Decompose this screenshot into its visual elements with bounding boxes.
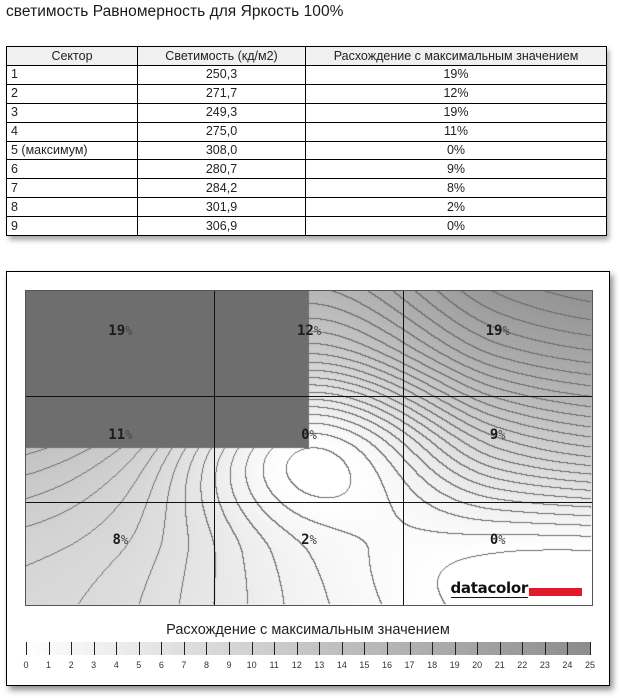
sector-label xyxy=(301,427,317,443)
percent-sign: % xyxy=(309,428,317,443)
grid-line-horizontal xyxy=(26,396,592,397)
colorbar-tick xyxy=(26,642,27,655)
colorbar-tick-label: 22 xyxy=(517,660,528,670)
colorbar-tick xyxy=(364,642,365,655)
colorbar-tick xyxy=(274,642,275,655)
colorbar-tick-label: 24 xyxy=(562,660,573,670)
colorbar-title: Расхождение с максимальным значением xyxy=(166,622,450,638)
sector-value: 9 xyxy=(489,427,499,444)
cell-luminance: 275,0 xyxy=(138,122,306,141)
percent-sign: % xyxy=(125,428,133,443)
page-title: светимость Равномерность для Яркость 100% xyxy=(6,3,344,20)
colorbar-tick-label: 25 xyxy=(584,660,596,670)
sector-value: 11 xyxy=(108,427,126,444)
datacolor-logo xyxy=(451,581,583,598)
colorbar-tick xyxy=(477,642,478,655)
colorbar-tick-label: 14 xyxy=(336,660,347,670)
table-row xyxy=(7,84,607,103)
table-row xyxy=(7,122,607,141)
cell-luminance: 301,9 xyxy=(138,198,306,217)
colorbar-tick-label: 9 xyxy=(226,660,232,670)
brand-name: datacolor xyxy=(450,579,528,597)
colorbar xyxy=(23,642,596,672)
colorbar-tick-label: 20 xyxy=(472,660,483,670)
colorbar-tick xyxy=(116,642,117,655)
sector-value: 0 xyxy=(301,427,310,444)
colorbar-gradient xyxy=(25,642,591,655)
colorbar-tick xyxy=(432,642,433,655)
sector-value: 2 xyxy=(301,532,310,549)
percent-sign: % xyxy=(313,323,322,338)
sector-label xyxy=(486,323,510,339)
percent-sign: % xyxy=(309,533,317,548)
colorbar-tick xyxy=(252,642,253,655)
colorbar-tick xyxy=(297,642,298,655)
sector-label xyxy=(108,323,132,339)
colorbar-tick-label: 15 xyxy=(359,660,370,670)
colorbar-tick xyxy=(567,642,568,655)
colorbar-tick-label: 1 xyxy=(46,660,52,670)
cell-sector: 8 xyxy=(7,198,138,217)
colorbar-tick-label: 23 xyxy=(539,660,550,670)
cell-sector: 3 xyxy=(7,103,138,122)
colorbar-tick xyxy=(387,642,388,655)
header-deviation: Расхождение с максимальным значением xyxy=(306,47,607,66)
cell-sector: 9 xyxy=(7,217,138,236)
cell-deviation: 19% xyxy=(306,66,607,85)
colorbar-tick-label: 10 xyxy=(246,660,257,670)
cell-luminance: 250,3 xyxy=(138,66,306,85)
colorbar-tick xyxy=(161,642,162,655)
grid-line-vertical xyxy=(214,291,215,605)
colorbar-tick-label: 7 xyxy=(181,660,187,670)
cell-deviation: 9% xyxy=(306,160,607,179)
sector-value: 12 xyxy=(296,322,314,339)
cell-luminance: 306,9 xyxy=(138,217,306,236)
colorbar-tick-label: 17 xyxy=(404,660,415,670)
sector-label xyxy=(112,532,128,548)
colorbar-tick xyxy=(139,642,140,655)
cell-luminance: 271,7 xyxy=(138,84,306,103)
colorbar-tick xyxy=(455,642,456,655)
table-row xyxy=(7,141,607,160)
header-luminance: Светимость (кд/м2) xyxy=(138,47,306,66)
percent-sign: % xyxy=(125,323,133,338)
colorbar-tick-label: 11 xyxy=(269,660,279,670)
colorbar-tick-label: 2 xyxy=(68,660,74,670)
sector-label xyxy=(108,427,132,443)
colorbar-tick xyxy=(184,642,185,655)
cell-sector: 7 xyxy=(7,179,138,198)
sector-label xyxy=(297,323,321,339)
cell-sector: 4 xyxy=(7,122,138,141)
colorbar-tick-label: 16 xyxy=(381,660,392,670)
sector-value: 19 xyxy=(485,322,503,339)
colorbar-tick xyxy=(229,642,230,655)
cell-deviation: 19% xyxy=(306,103,607,122)
sector-label xyxy=(490,427,506,443)
table-row xyxy=(7,198,607,217)
brand-red-bar xyxy=(529,588,582,596)
cell-deviation: 12% xyxy=(306,84,607,103)
cell-luminance: 308,0 xyxy=(138,141,306,160)
colorbar-tick-label: 0 xyxy=(23,660,29,670)
sector-label xyxy=(301,532,317,548)
colorbar-tick-label: 21 xyxy=(494,660,505,670)
colorbar-tick-label: 5 xyxy=(136,660,142,670)
colorbar-tick xyxy=(319,642,320,655)
sector-value: 8 xyxy=(112,532,121,549)
colorbar-tick xyxy=(500,642,501,655)
colorbar-tick xyxy=(71,642,72,655)
cell-sector: 1 xyxy=(7,66,138,85)
colorbar-tick xyxy=(342,642,343,655)
percent-sign: % xyxy=(502,323,510,338)
colorbar-tick xyxy=(410,642,411,655)
grid-line-horizontal xyxy=(26,502,592,503)
colorbar-tick xyxy=(49,642,50,655)
cell-sector: 6 xyxy=(7,160,138,179)
colorbar-tick xyxy=(590,642,591,655)
colorbar-tick-label: 6 xyxy=(158,660,164,670)
table-row xyxy=(7,179,607,198)
table-row xyxy=(7,217,607,236)
table-row xyxy=(7,66,607,85)
colorbar-tick-label: 3 xyxy=(91,660,97,670)
header-sector: Сектор xyxy=(7,47,138,66)
cell-deviation: 2% xyxy=(306,198,607,217)
luminance-table xyxy=(6,46,607,236)
sector-label xyxy=(490,532,506,548)
colorbar-tick xyxy=(522,642,523,655)
colorbar-tick-label: 8 xyxy=(203,660,209,670)
colorbar-tick-label: 4 xyxy=(113,660,119,670)
luminance-table-container xyxy=(6,46,606,236)
percent-sign: % xyxy=(498,533,506,548)
cell-luminance: 284,2 xyxy=(138,179,306,198)
table-header-row xyxy=(7,47,607,66)
cell-luminance: 280,7 xyxy=(138,160,306,179)
colorbar-tick-label: 13 xyxy=(314,660,325,670)
table-row xyxy=(7,160,607,179)
cell-sector: 2 xyxy=(7,84,138,103)
sector-value: 0 xyxy=(489,532,499,549)
colorbar-tick-label: 12 xyxy=(291,660,302,670)
cell-deviation: 11% xyxy=(306,122,607,141)
colorbar-tick-label: 19 xyxy=(449,660,460,670)
colorbar-tick-label: 18 xyxy=(427,660,438,670)
colorbar-tick xyxy=(94,642,95,655)
cell-deviation: 0% xyxy=(306,217,607,236)
table-row xyxy=(7,103,607,122)
uniformity-heatmap xyxy=(25,290,593,606)
cell-deviation: 8% xyxy=(306,179,607,198)
percent-sign: % xyxy=(120,533,129,548)
cell-luminance: 249,3 xyxy=(138,103,306,122)
cell-sector: 5 (максимум) xyxy=(7,141,138,160)
colorbar-tick xyxy=(206,642,207,655)
percent-sign: % xyxy=(498,428,506,443)
grid-line-vertical xyxy=(403,291,404,605)
uniformity-chart xyxy=(6,271,610,686)
colorbar-tick xyxy=(545,642,546,655)
sector-value: 19 xyxy=(108,322,126,339)
cell-deviation: 0% xyxy=(306,141,607,160)
